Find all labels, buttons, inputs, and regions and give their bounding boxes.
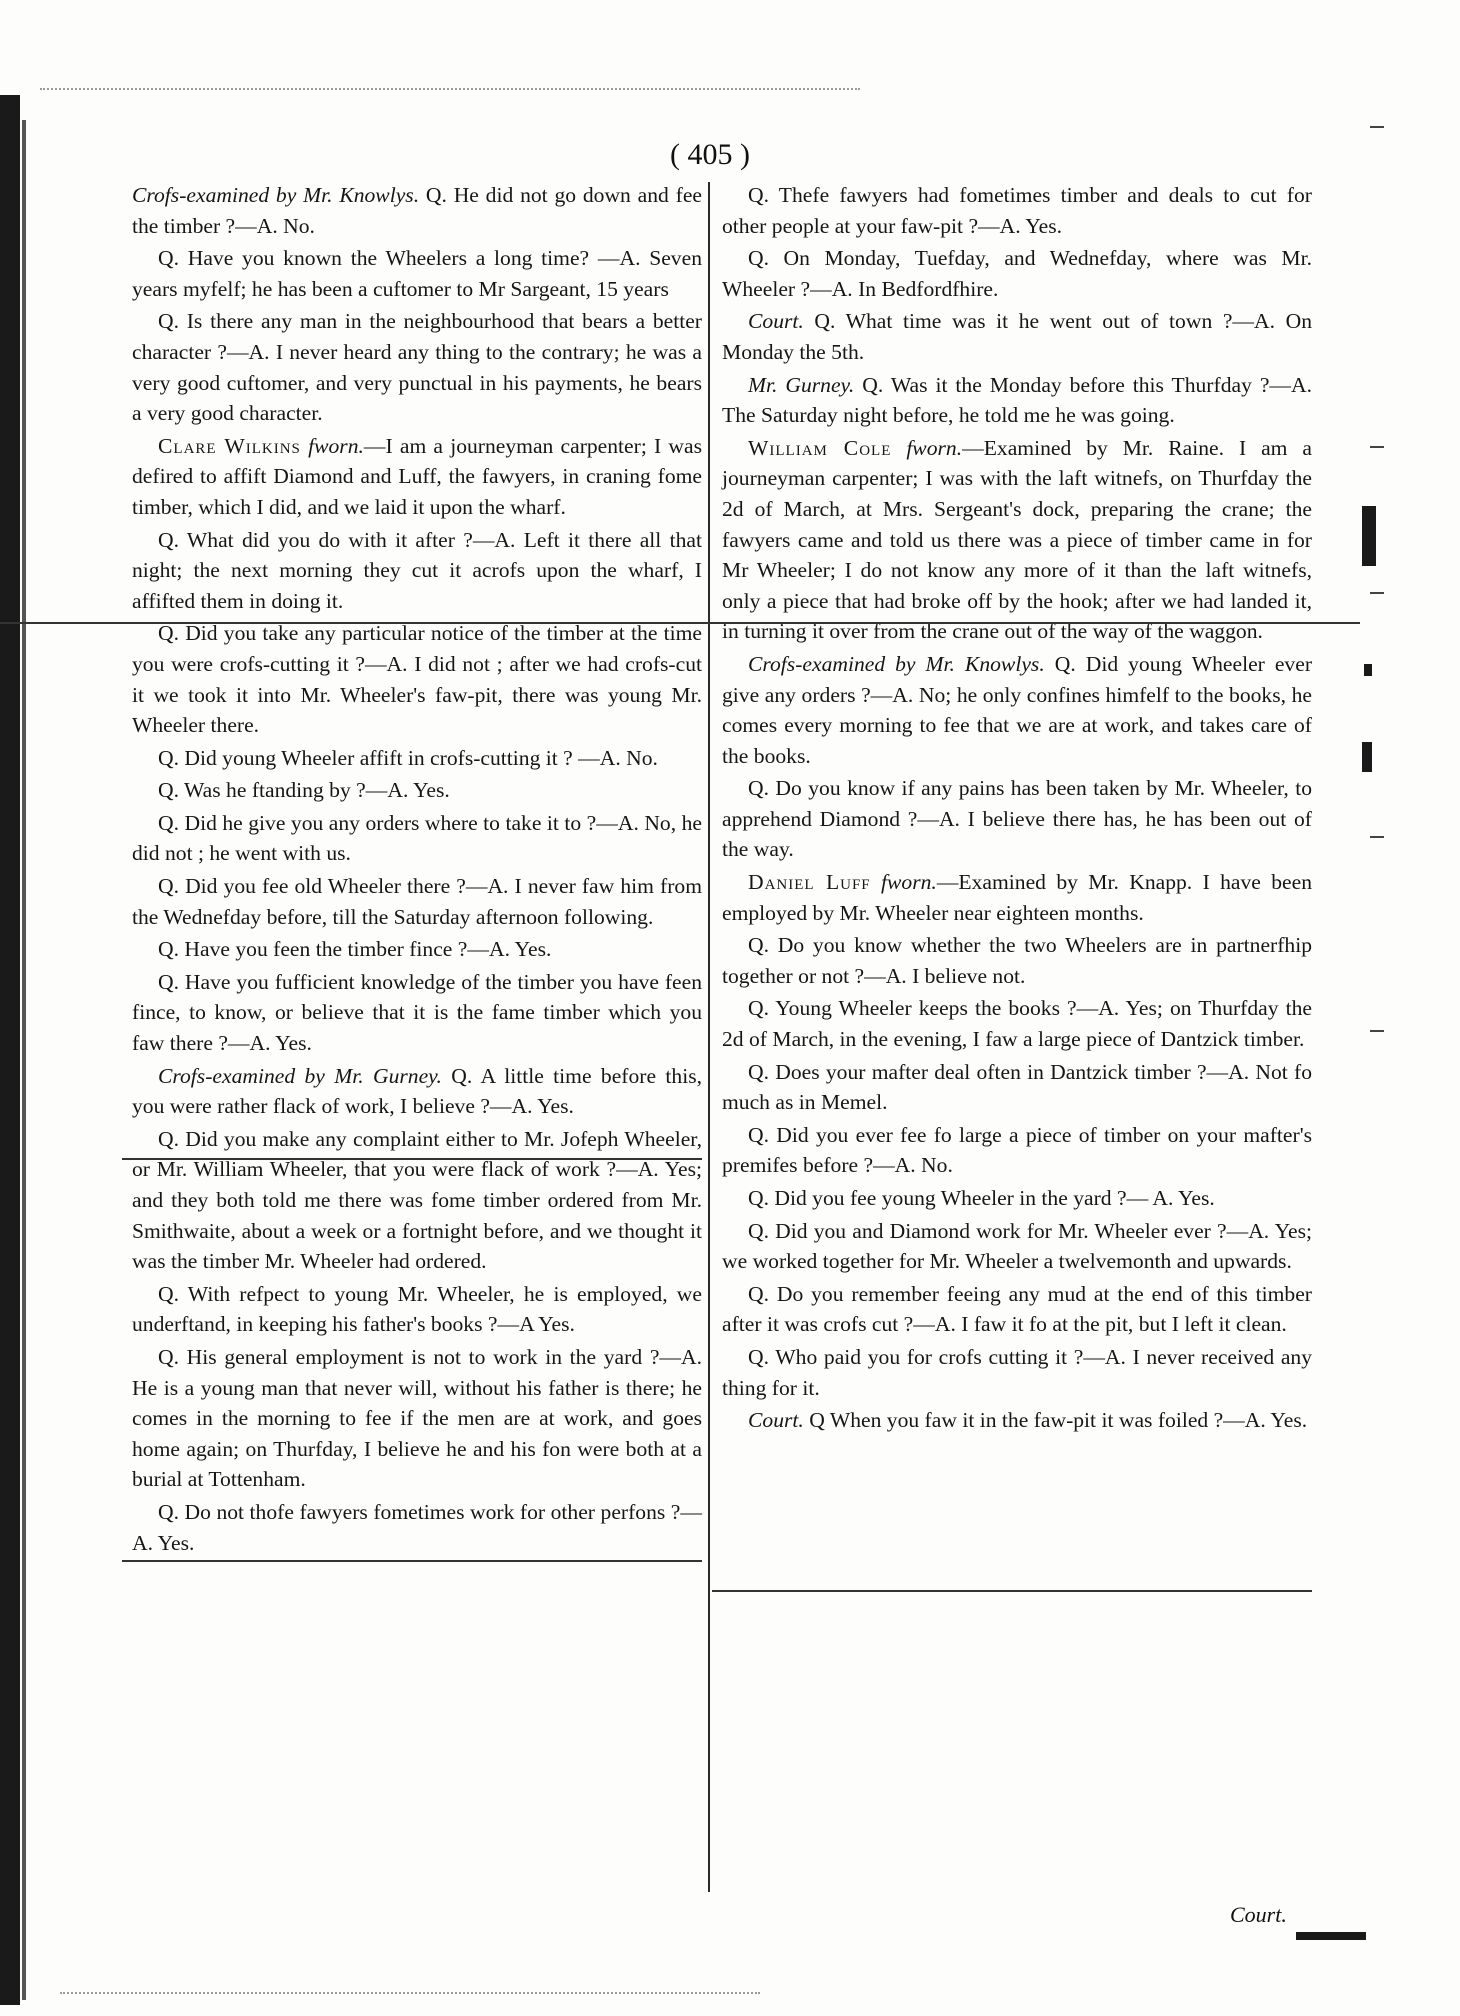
paragraph [722, 867, 1312, 928]
paragraph [722, 433, 1312, 647]
paragraph [132, 775, 702, 806]
margin-tick [1370, 1030, 1384, 1032]
page-number: ( 405 ) [670, 138, 750, 171]
paragraph-text: Q. On Monday, Tuefday, and Wednefday, where was Mr. Wheeler ?—A. In Bedfordfhire. [722, 246, 1312, 301]
paragraph [722, 370, 1312, 431]
paragraph-text: Q. Did you make any complaint either to Mr. Jofeph Wheeler, or Mr. William Wheeler, that you were flack of work ?—A. Yes; and they both told me there was fome timber ordered from Mr. Smithwaite, about a week or a fortnight before, and we thought it was the timber Mr. Wheeler had ordered. [132, 1126, 702, 1274]
paragraph [132, 618, 702, 740]
paragraph-text: Q. Thefe fawyers had fometimes timber and deals to cut for other people at your faw-pit ?—A. Yes. [722, 183, 1312, 238]
speaker-label: Mr. Gurney. [748, 372, 855, 397]
paragraph [132, 1342, 702, 1495]
paragraph [132, 243, 702, 304]
paragraph-text: Q. What time was it he went out of town ?—A. On Monday the 5th. [722, 309, 1312, 364]
paragraph [722, 1405, 1312, 1436]
paragraph [722, 1342, 1312, 1403]
speaker-label: Court. [748, 1408, 804, 1433]
fold-line [122, 1158, 702, 1160]
margin-mark [1362, 742, 1372, 772]
margin-tick [1370, 592, 1384, 594]
paragraph [722, 649, 1312, 771]
paragraph [132, 1279, 702, 1340]
paragraph-text: Q. He did not go down and fee the timber ?—A. No. [132, 183, 702, 238]
margin-mark [1296, 1932, 1366, 1940]
paragraph-text: Q. Was he ftanding by ?—A. Yes. [158, 778, 450, 803]
paragraph-text: Q. Do you know whether the two Wheelers are in partnerfhip together or not ?—A. I believe not. [722, 933, 1312, 988]
paragraph [722, 1279, 1312, 1340]
paragraph [132, 743, 702, 774]
paragraph [132, 967, 702, 1059]
fold-line [712, 1590, 1312, 1592]
paragraph-text: Q. Did you take any particular notice of the timber at the time you were crofs-cutting it ?—A. I did not ; after we had crofs-cut it we took it into Mr. Wheeler's faw-pit, there was young Mr. Wheeler there. [132, 621, 702, 738]
paragraph-text: Q. Did you ever fee fo large a piece of timber on your mafter's premifes before ?—A. No. [722, 1122, 1312, 1178]
sworn-label: fworn. [870, 870, 937, 895]
paragraph [132, 525, 702, 617]
margin-mark [1364, 664, 1372, 676]
paragraph [132, 1124, 702, 1277]
paragraph-text: Q. With refpect to young Mr. Wheeler, he is employed, we underftand, in keeping his father's books ?—A Yes. [132, 1281, 702, 1337]
paragraph-text: —Examined by Mr. Raine. I am a journeyman carpenter; I was with the laft witnefs, on Thurfday the 2d of March, at Mrs. Sergeant's dock, preparing the crane; the fawyers came and told us there was a piece of timber came in for Mr Wheeler; I do not know any more of it than the laft witnefs, only a piece that had broke off by the hook; after we had landed it, in turning it over from the crane out of the way of the waggon. [722, 435, 1313, 644]
paragraph [132, 1061, 702, 1122]
column-divider [708, 182, 710, 1892]
paragraph [132, 808, 702, 869]
paragraph [722, 1120, 1312, 1181]
paragraph [132, 934, 702, 965]
paragraph-text: Q. Did he give you any orders where to take it to ?—A. No, he did not ; he went with us. [132, 810, 702, 866]
paragraph [722, 1183, 1312, 1214]
paragraph [132, 871, 702, 932]
speaker-label: Court. [748, 309, 804, 334]
paragraph [722, 243, 1312, 304]
catchword: Court. [1230, 1902, 1287, 1927]
margin-mark [1362, 506, 1376, 566]
paragraph [722, 180, 1312, 241]
paragraph-text: —I am a journeyman carpenter; I was defired to affift Diamond and Luff, the fawyers, in craning fome timber, which I did, and we laid it upon the wharf. [132, 433, 702, 519]
paragraph-text: Q. Do you know if any pains has been taken by Mr. Wheeler, to apprehend Diamond ?—A. I believe there has, he has been out of the way. [722, 776, 1312, 862]
sworn-label: fworn. [300, 433, 364, 458]
margin-tick [1370, 126, 1384, 128]
bottom-scan-noise [60, 1992, 760, 1994]
paragraph-text: Q. Did you and Diamond work for Mr. Wheeler ever ?—A. Yes; we worked together for Mr. Wheeler a twelvemonth and upwards. [722, 1218, 1312, 1274]
margin-tick [1370, 446, 1384, 448]
paragraph [132, 306, 702, 428]
paragraph [722, 930, 1312, 991]
binding-edge [22, 120, 26, 2000]
paragraph-text: Q When you faw it in the faw-pit it was foiled ?—A. Yes. [803, 1408, 1308, 1433]
fold-line [0, 622, 1360, 624]
paragraph-text: Q. Do not thofe fawyers fometimes work for other perfons ?—A. Yes. [132, 1499, 702, 1555]
paragraph [722, 773, 1312, 865]
speaker-label: Crofs-examined by Mr. Gurney. [158, 1063, 442, 1088]
speaker-label: Crofs-examined by Mr. Knowlys. [748, 651, 1045, 676]
speaker-label: Clare Wilkins [158, 433, 301, 458]
speaker-label: Daniel Luff [748, 870, 871, 895]
paragraph [722, 306, 1312, 367]
paragraph-text: Q. Did young Wheeler ever give any orders ?—A. No; he only confines himfelf to the books, he comes every morning to fee that we are at work, and takes care of the books. [722, 651, 1313, 768]
paragraph-text: Q. Have you known the Wheelers a long time? —A. Seven years myfelf; he has been a cuftomer to Mr Sargeant, 15 years [132, 246, 702, 301]
paragraph-text: Q. Who paid you for crofs cutting it ?—A. I never received any thing for it. [722, 1344, 1312, 1400]
paragraph-text: Q. Does your mafter deal often in Dantzick timber ?—A. Not fo much as in Memel. [722, 1059, 1312, 1115]
paragraph [132, 431, 702, 523]
paragraph [722, 1057, 1312, 1118]
fold-line [122, 1560, 702, 1562]
sworn-label: fworn. [891, 435, 963, 460]
speaker-label: William Cole [748, 435, 892, 460]
paragraph-text: Q. Young Wheeler keeps the books ?—A. Yes; on Thurfday the 2d of March, in the evening, I faw a large piece of Dantzick timber. [722, 996, 1312, 1052]
paragraph-text: Q. His general employment is not to work in the yard ?—A. He is a young man that never will, without his father is there; he comes in the morning to fee if the men are at work, and goes home again; on Thurfday, I believe he and his fon were both at a burial at Tottenham. [132, 1344, 702, 1492]
paragraph-text: —Examined by Mr. Knapp. I have been employed by Mr. Wheeler near eighteen months. [722, 870, 1313, 925]
paragraph [132, 180, 702, 241]
paragraph-text: Q. Is there any man in the neighbourhood that bears a better character ?—A. I never heard any thing to the contrary; he was a very good cuftomer, and very punctual in his payments, he bears a very good character. [132, 309, 702, 426]
paragraph-text: Q. Have you feen the timber fince ?—A. Yes. [158, 937, 552, 962]
paragraph-text: Q. Did you fee old Wheeler there ?—A. I never faw him from the Wednefday before, till the Saturday afternoon following. [132, 874, 702, 929]
paragraph-text: Q. A little time before this, you were rather flack of work, I believe ?—A. Yes. [132, 1063, 702, 1119]
binding-shadow [0, 95, 20, 2005]
paragraph-text: Q. Did you fee young Wheeler in the yard ?— A. Yes. [748, 1186, 1215, 1210]
right-column [722, 180, 1312, 1438]
paragraph-text: Q. Did young Wheeler affift in crofs-cutting it ? —A. No. [158, 745, 658, 770]
margin-tick [1370, 836, 1384, 838]
paragraph-text: Q. What did you do with it after ?—A. Left it there all that night; the next morning they cut it acrofs upon the wharf, I affifted them in doing it. [132, 527, 702, 613]
paragraph-text: Q. Have you fufficient knowledge of the timber you have feen fince, to know, or believe that it is the fame timber which you faw there ?—A. Yes. [132, 969, 702, 1056]
paragraph [722, 1216, 1312, 1277]
top-scan-noise [40, 88, 860, 90]
paragraph-text: Q. Was it the Monday before this Thurfday ?—A. The Saturday night before, he told me he was going. [722, 372, 1312, 428]
left-column [132, 180, 702, 1560]
paragraph-text: Q. Do you remember feeing any mud at the end of this timber after it was crofs cut ?—A. I faw it fo at the pit, but I left it clean. [722, 1281, 1312, 1337]
speaker-label: Crofs-examined by Mr. Knowlys. [132, 183, 420, 207]
paragraph [132, 1497, 702, 1558]
paragraph [722, 993, 1312, 1054]
